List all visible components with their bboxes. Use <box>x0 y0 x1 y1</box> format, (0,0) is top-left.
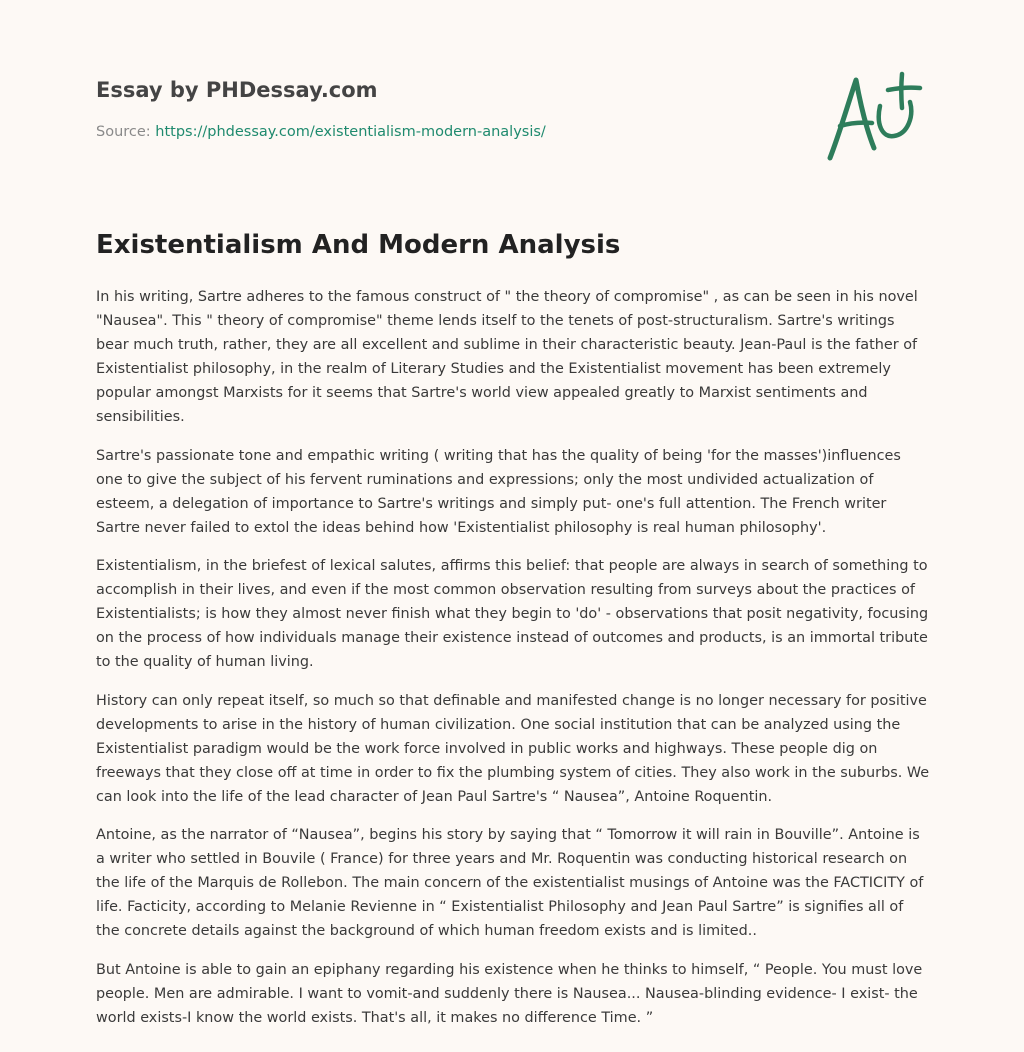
source-label: Source: <box>96 124 151 140</box>
source-link[interactable]: https://phdessay.com/existentialism-modern-analysis/ <box>155 124 546 140</box>
essay-body <box>96 285 930 1044</box>
essay-title: Existentialism And Modern Analysis <box>96 230 621 260</box>
essay-paragraph: Antoine, as the narrator of “Nausea”, begins his story by saying that “ Tomorrow it will rain in Bouville”. Antoine is a writer who settled in Bouvile ( France) for three years and Mr. Roquentin was conducting historical research on the life of the Marquis de Rollebon. The main concern of the existentialist musings of Antoine was the FACTICITY of life. Facticity, according to Melanie Revienne in “ Existentialist Philosophy and Jean Paul Sartre” is signifies all of the concrete details against the background of which human freedom exists and is limited.. <box>96 827 924 939</box>
essay-paragraph: Sartre's passionate tone and empathic writing ( writing that has the quality of being 'for the masses')influences one to give the subject of his fervent ruminations and expressions; only the most undivided actualization of esteem, a delegation of importance to Sartre's writings and simply put- one's full attention. The French writer Sartre never failed to extol the ideas behind how 'Existentialist philosophy is real human philosophy'. <box>96 447 901 536</box>
essay-paragraph: History can only repeat itself, so much so that definable and manifested change is no longer necessary for positive developments to arise in the history of human civilization. One social institution that can be analyzed using the Existentialist paradigm would be the work force involved in public works and highways. These people dig on freeways that they close off at time in order to fix the plumbing system of cities. They also work in the suburbs. We can look into the life of the lead character of Jean Paul Sartre's “ Nausea”, Antoine Roquentin. <box>96 692 930 805</box>
source-line <box>96 122 546 142</box>
essay-paragraph: In his writing, Sartre adheres to the famous construct of " the theory of compromise" , as can be seen in his novel "Nausea". This " theory of compromise" theme lends itself to the tenets of post-structuralism. Sartre's writings bear much truth, rather, they are all excellent and sublime in their characteristic beauty. Jean-Paul is the father of Existentialist philosophy, in the realm of Literary Studies and the Existentialist movement has been extremely popular amongst Marxists for it seems that Sartre's world view appealed greatly to Marxist sentiments and sensibilities. <box>96 289 918 425</box>
site-title: Essay by PHDessay.com <box>96 78 378 102</box>
a-plus-grade-icon <box>822 68 926 164</box>
essay-paragraph: But Antoine is able to gain an epiphany regarding his existence when he thinks to himself, “ People. You must love people. Men are admirable. I want to vomit-and suddenly there is Nausea... Nausea-blinding evidence- I exist- the world exists-I know the world exists. That's all, it makes no difference Time. ” <box>96 961 923 1026</box>
page-header <box>96 76 546 142</box>
essay-paragraph: Existentialism, in the briefest of lexical salutes, affirms this belief: that people are always in search of something to accomplish in their lives, and even if the most common observation resulting from surveys about the practices of Existentialists; is how they almost never finish what they begin to 'do' - observations that posit negativity, focusing on the process of how individuals manage their existence instead of outcomes and products, is an immortal tribute to the quality of human living. <box>96 558 929 670</box>
